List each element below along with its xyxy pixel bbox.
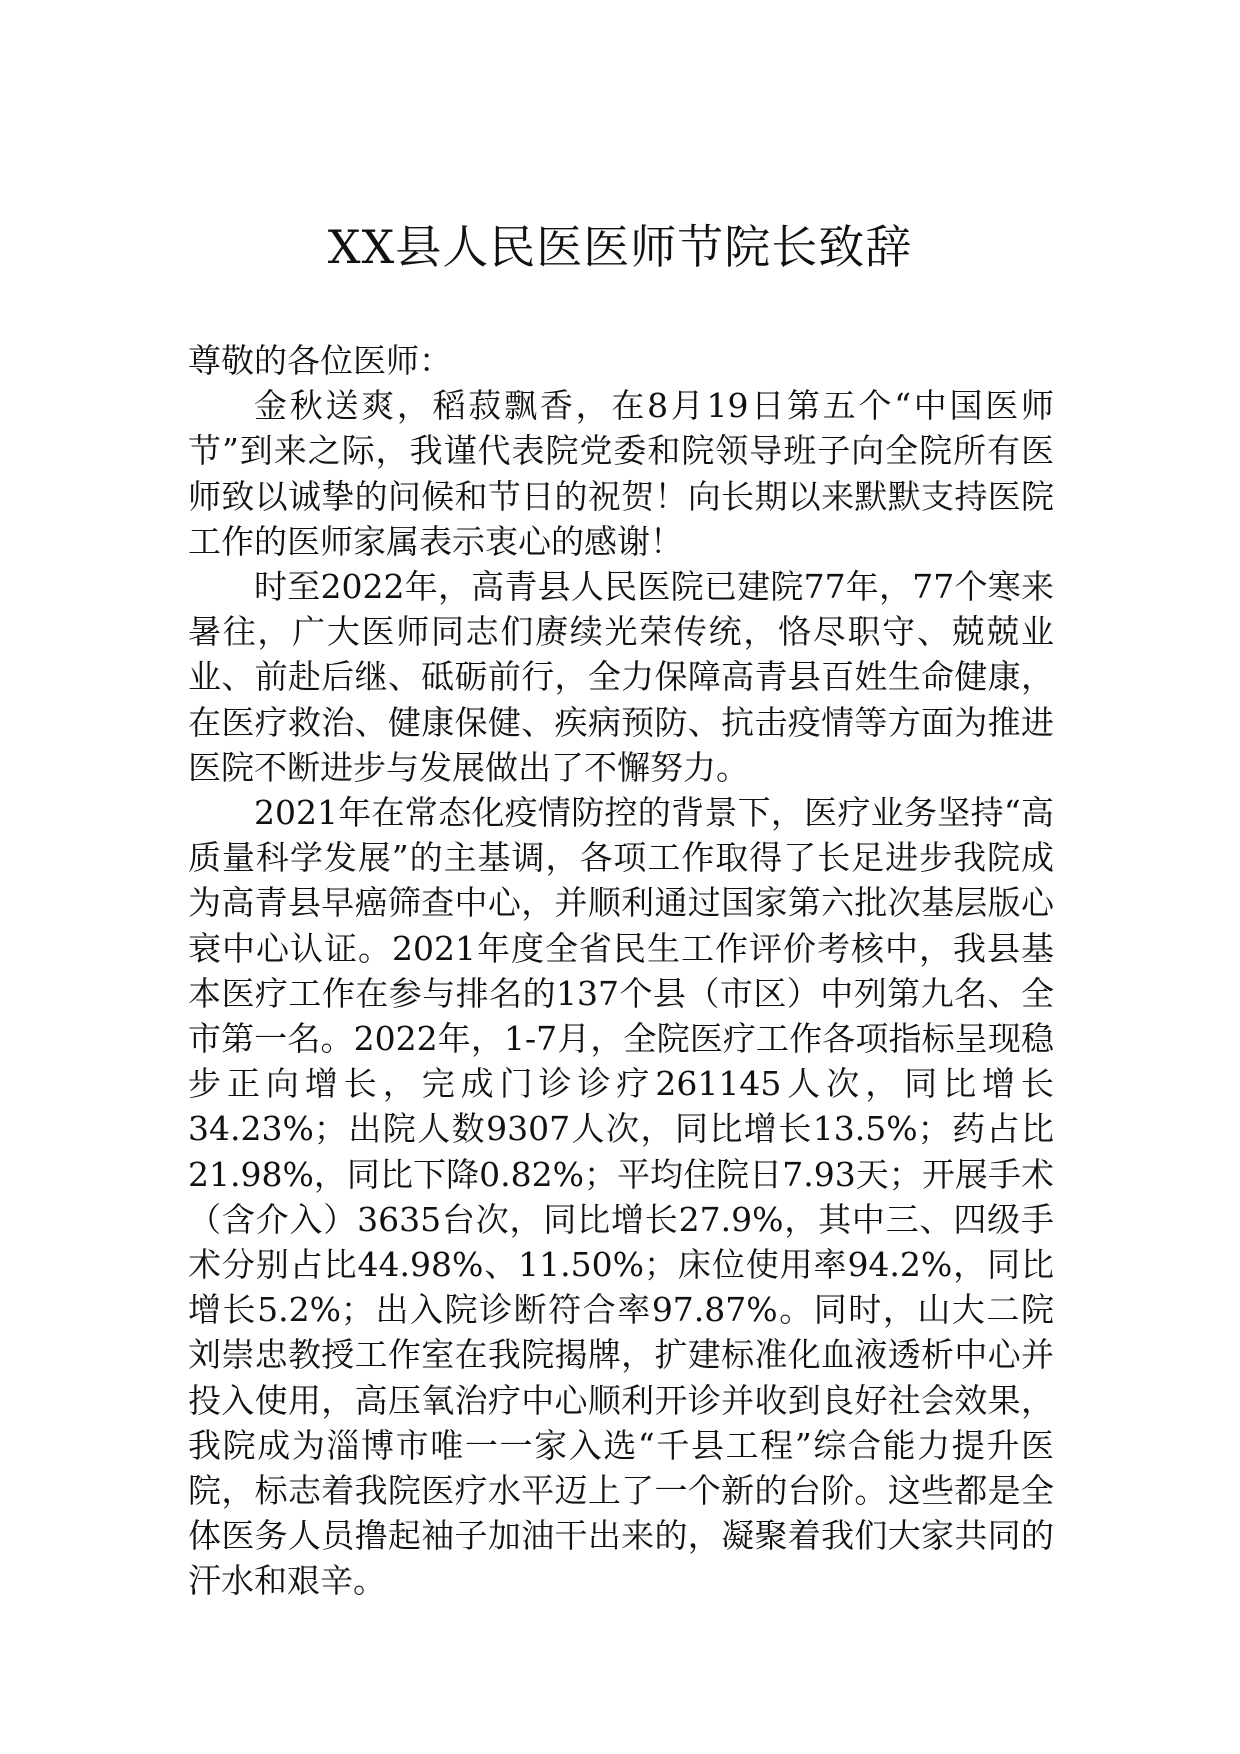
paragraph-greeting: 金秋送爽，稻菽飘香，在8月19日第五个“中国医师节”到来之际，我谨代表院党委和院领导班子向全院所有医师致以诚挚的问候和节日的祝贺！向长期以来默默支持医院工作的医师家属表示衷心的感谢！ — [188, 386, 1054, 561]
document-body — [188, 338, 1054, 1604]
document-title: XX县人民医医师节院长致辞 — [327, 220, 913, 274]
paragraph-history: 时至2022年，高青县人民医院已建院77年，77个寒来暑往，广大医师同志们赓续光荣传统，恪尽职守、兢兢业业、前赴后继、砥砺前行，全力保障高青县百姓生命健康，在医疗救治、健康保健、疾病预防、抗击疫情等方面为推进医院不断进步与发展做出了不懈努力。 — [188, 567, 1054, 787]
salutation: 尊敬的各位医师： — [188, 341, 452, 380]
paragraph-achievements: 2021年在常态化疫情防控的背景下，医疗业务坚持“高质量科学发展”的主基调，各项工作取得了长足进步我院成为高青县早癌筛查中心，并顺利通过国家第六批次基层版心衰中心认证。2021年度全省民生工作评价考核中，我县基本医疗工作在参与排名的137个县（市区）中列第九名、全市第一名。2022年，1-7月，全院医疗工作各项指标呈现稳步正向增长，完成门诊诊疗261145人次，同比增长34.23%；出院人数9307人次，同比增长13.5%；药占比21.98%，同比下降0.82%；平均住院日7.93天；开展手术（含介入）3635台次，同比增长27.9%，其中三、四级手术分别占比44.98%、11.50%；床位使用率94.2%，同比增长5.2%；出入院诊断符合率97.87%。同时，山大二院刘崇忠教授工作室在我院揭牌，扩建标准化血液透析中心并投入使用，高压氧治疗中心顺利开诊并收到良好社会效果，我院成为淄博市唯一一家入选“千县工程”综合能力提升医院，标志着我院医疗水平迈上了一个新的台阶。这些都是全体医务人员撸起袖子加油干出来的，凝聚着我们大家共同的汗水和艰辛。 — [188, 793, 1054, 1601]
